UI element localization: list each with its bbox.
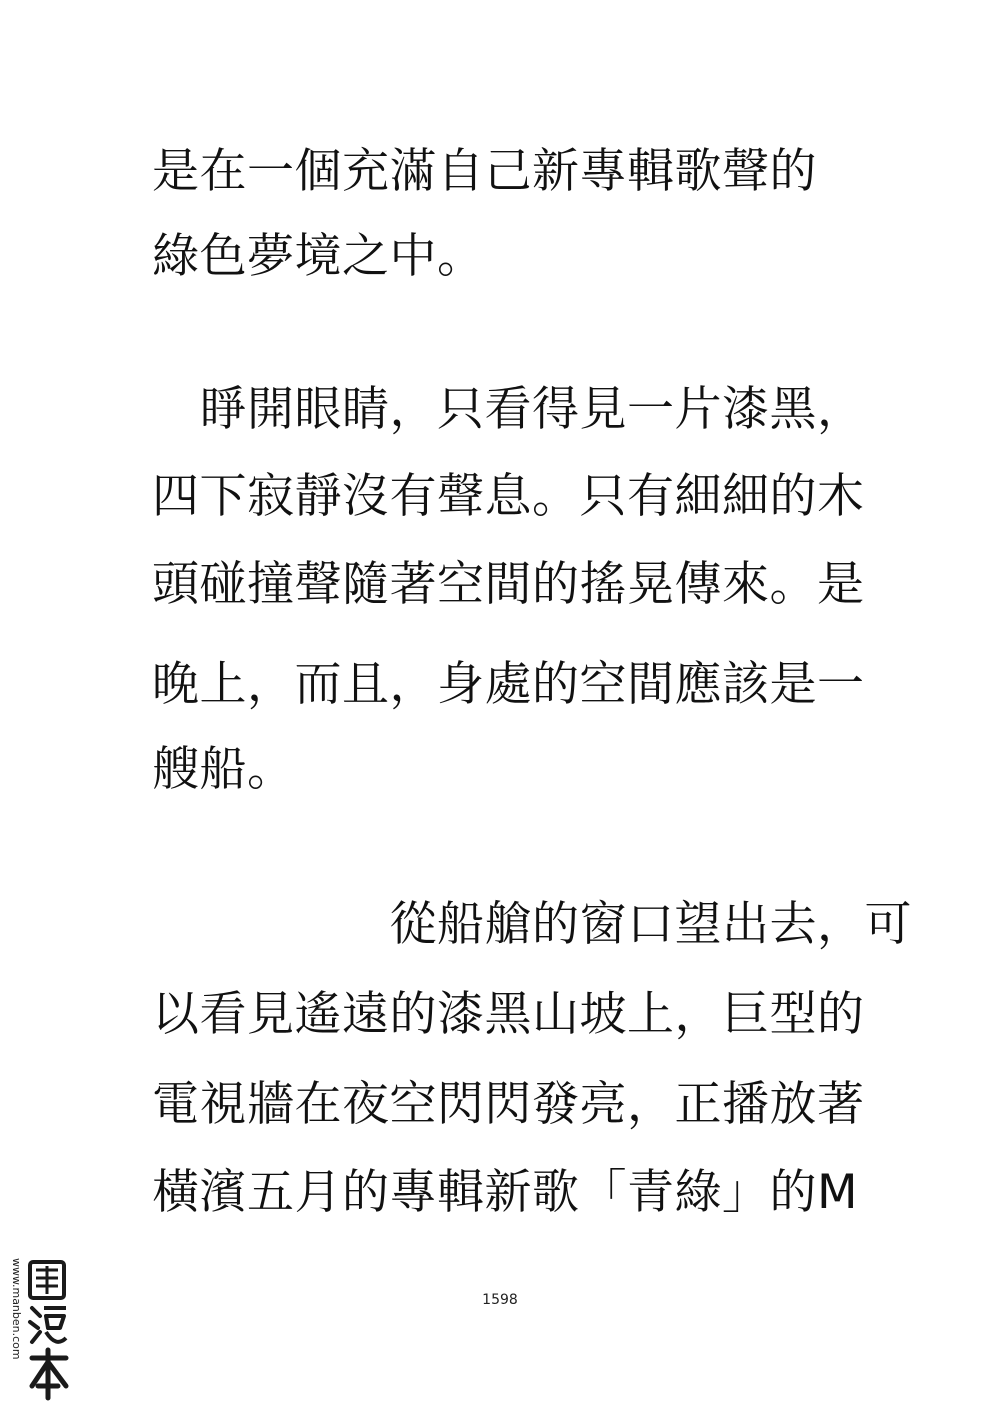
text-line-3: 睜開眼睛，只看得見一片漆黑， [152,382,865,437]
text-line-6: 晚上，而且，身處的空間應該是一 [152,657,865,712]
text-line-11: 橫濱五月的專輯新歌「青綠」的M [152,1165,859,1220]
text-line-9: 以看見遙遠的漆黑山坡上，巨型的 [152,987,865,1042]
text-line-5: 頭碰撞聲隨著空間的搖晃傳來。是 [152,557,865,612]
text-line-10: 電視牆在夜空閃閃發亮，正播放著 [152,1077,865,1132]
watermark [8,1258,70,1404]
text-line-1: 是在一個充滿自己新專輯歌聲的 [152,144,817,199]
text-line-2: 綠色夢境之中。 [152,229,485,284]
manben-logo-icon [26,1258,70,1404]
page-number: 1598 [482,1292,518,1308]
text-line-7: 艘船。 [152,742,295,797]
text-line-4: 四下寂靜沒有聲息。只有細細的木 [152,469,865,524]
watermark-url: www.manben.com [10,1258,23,1360]
text-line-8: 從船艙的窗口望出去，可 [152,897,912,952]
